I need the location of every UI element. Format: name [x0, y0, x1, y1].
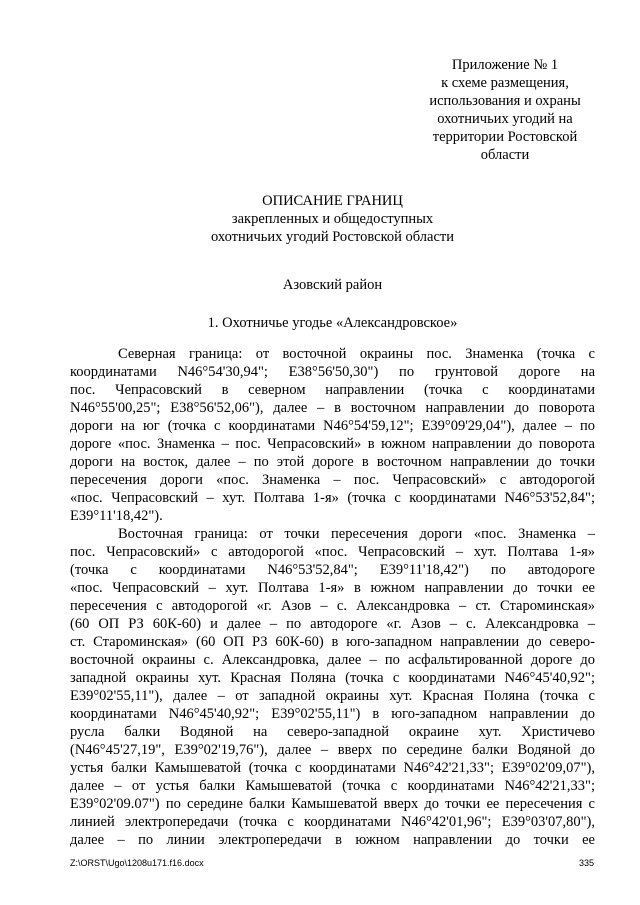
paragraph-line: далее – по линии электропередачи в южном направлении до точки ее — [70, 832, 595, 848]
paragraph-line: линией электропередачи (точка с координатами N46°42'01,96"; E39°03'07,80"), — [70, 814, 595, 830]
paragraph-line: (N46°45'27,19", E39°02'19,76"), далее – вверх по середине балки Водяной до — [70, 742, 595, 758]
paragraph-line: далее – от устья балки Камышеватой (точка с координатами N46°42'21,33"; — [70, 778, 595, 794]
paragraph-line: устья балки Камышеватой (точка с координатами N46°42'21,33"; E39°02'09,07"), — [70, 760, 595, 776]
paragraph-line: дороги на юг (точка с координатами N46°54'59,12"; E39°09'29,04"), далее – по — [70, 418, 595, 434]
paragraph-line: ст. Староминская» (60 ОП РЗ 60К-60) в юго-западном направлении до северо- — [70, 634, 595, 650]
paragraph-line: Восточная граница: от точки пересечения дороги «пос. Знаменка – — [118, 526, 595, 542]
paragraph-line: восточной окраины с. Александровка, далее – по асфальтированной дороге до — [70, 652, 595, 668]
appendix-line: охотничьих угодий на — [437, 111, 573, 127]
paragraph-line: (точка с координатами N46°53'52,84"; E39°11'18,42") по автодороге — [70, 562, 595, 578]
appendix-line: к схеме размещения, — [441, 75, 569, 91]
appendix-line: Приложение № 1 — [451, 57, 559, 73]
east-boundary-paragraph — [70, 525, 595, 849]
paragraph-line: E39°02'09.07") по середине балки Камышеватой вверх до точки ее пересечения с — [70, 796, 595, 812]
paragraph-line: западной окраины хут. Красная Поляна (точка с координатами N46°45'40,92"; — [70, 670, 595, 686]
document-body — [70, 345, 595, 849]
appendix-line: использования и охраны — [429, 93, 581, 109]
paragraph-line: координатами N46°54'30,94"; E38°56'50,30") по грунтовой дороге на — [70, 364, 595, 380]
paragraph-line: E39°02'55,11"), далее – от западной окраины хут. Красная Поляна (точка с — [70, 688, 595, 704]
paragraph-line: «пос. Чепрасовский – хут. Полтава 1-я» в южном направлении до точки ее — [70, 580, 595, 596]
paragraph-line: пересечения дороги «пос. Знаменка – пос. Чепрасовский» с автодорогой — [70, 472, 595, 488]
district-heading: Азовский район — [282, 277, 383, 293]
appendix-header — [395, 56, 615, 164]
paragraph-line: дороге «пос. Знаменка – пос. Чепрасовский» в южном направлении до поворота — [70, 436, 595, 452]
paragraph-line: дороги на восток, далее – по этой дороге в восточном направлении до точки — [70, 454, 595, 470]
paragraph-line: пересечения с автодорогой «г. Азов – с. Александровка – ст. Староминская» — [70, 598, 595, 614]
document-title — [70, 192, 595, 246]
paragraph-line: пос. Чепрасовский в северном направлении (точка с координатами — [70, 382, 595, 398]
north-boundary-paragraph — [70, 345, 595, 525]
paragraph-line: «пос. Чепрасовский – хут. Полтава 1-я» (точка с координатами N46°53'52,84"; — [70, 490, 595, 506]
footer-file-path: Z:\ORST\Ugo\1208u171.f16.docx — [70, 858, 204, 868]
hunting-area-heading: 1. Охотничье угодье «Александровское» — [207, 315, 458, 331]
appendix-line: территории Ростовской — [432, 129, 578, 145]
title-line: закрепленных и общедоступных — [231, 211, 434, 227]
title-line: охотничьих угодий Ростовской области — [211, 229, 454, 245]
paragraph-line: пос. Чепрасовский» с автодорогой «пос. Чепрасовский – хут. Полтава 1-я» — [70, 544, 595, 560]
paragraph-line: Северная граница: от восточной окраины пос. Знаменка (точка с — [118, 346, 595, 362]
paragraph-line: русла балки Водяной на северо-западной окраине хут. Христичево — [70, 724, 595, 740]
paragraph-line: координатами N46°45'40,92"; E39°02'55,11") в юго-западном направлении до — [70, 706, 595, 722]
paragraph-line: N46°55'00,25"; E38°56'52,06"), далее – в восточном направлении до поворота — [70, 400, 595, 416]
paragraph-line: (60 ОП РЗ 60К-60) и далее – по автодороге «г. Азов – с. Александровка – — [70, 616, 595, 632]
appendix-line: области — [480, 147, 530, 163]
paragraph-line: E39°11'18,42"). — [70, 508, 163, 524]
title-line: ОПИСАНИЕ ГРАНИЦ — [262, 193, 403, 209]
footer-page-number: 335 — [578, 858, 594, 868]
